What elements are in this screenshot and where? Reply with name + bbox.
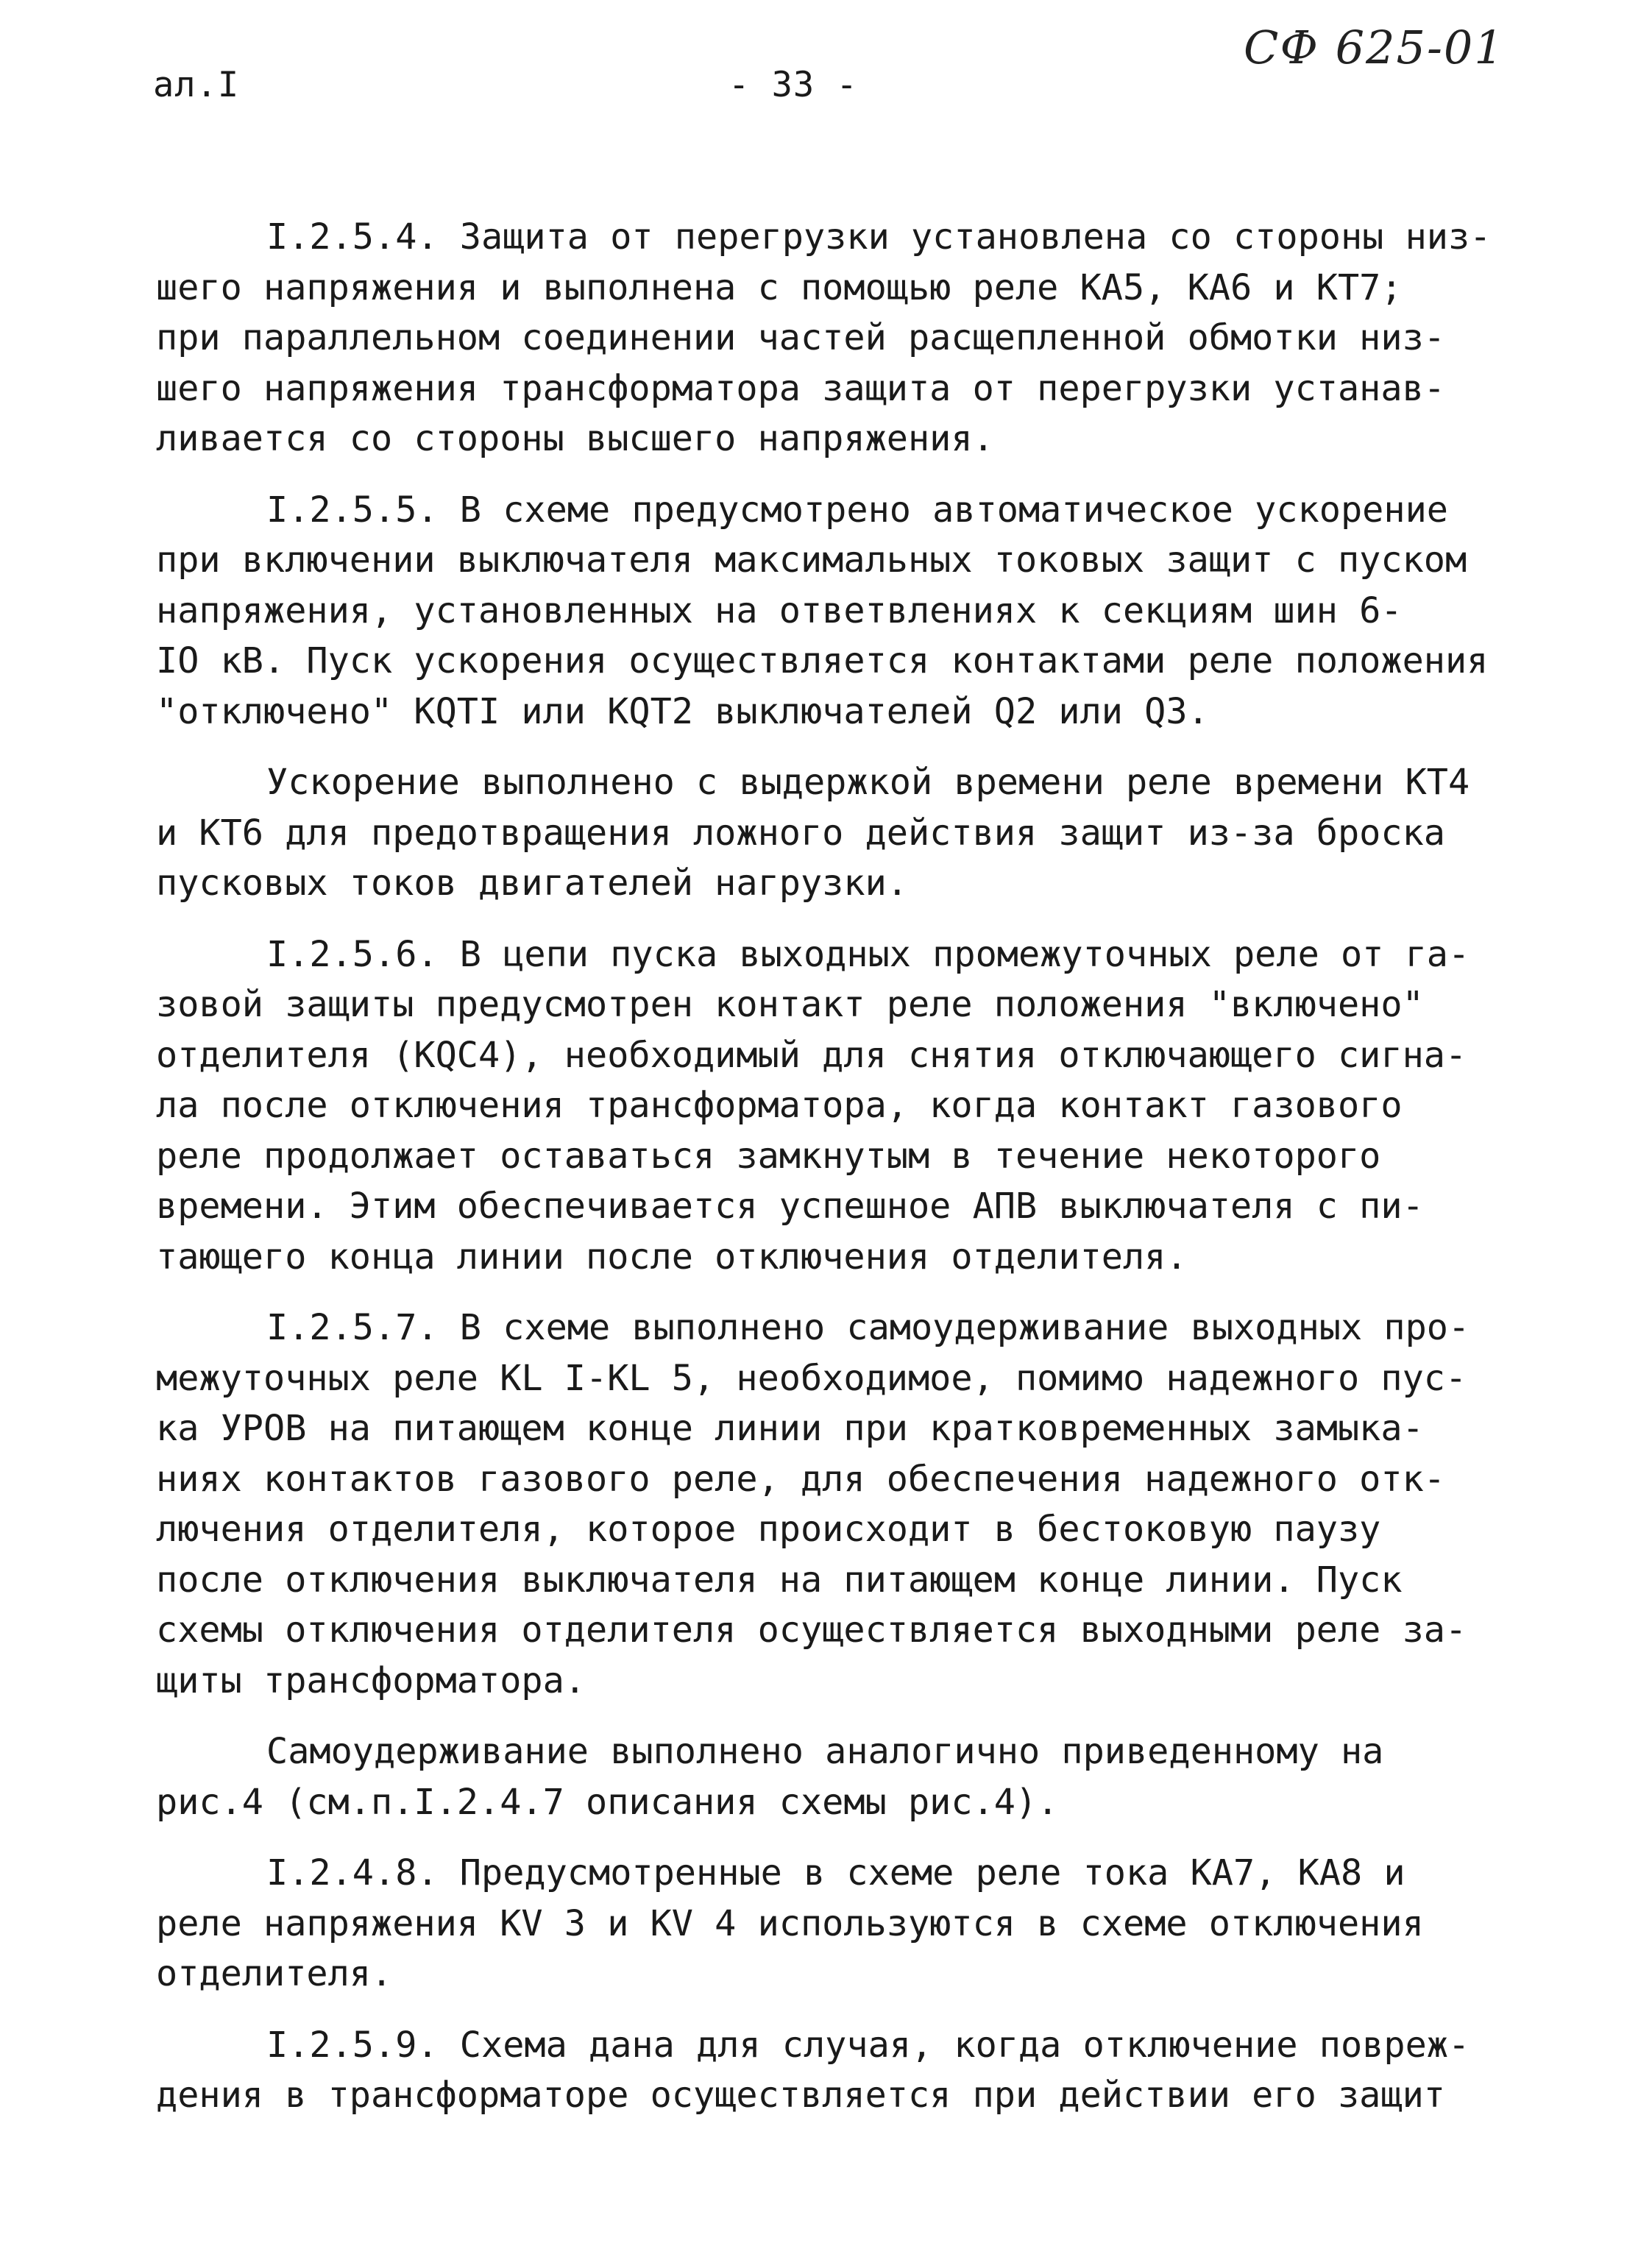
text-line: шего напряжения и выполнена с помощью реле КА5, КА6 и КТ7; (156, 266, 1403, 308)
text-line: межуточных реле KL I-KL 5, необходимое, помимо надежного пус- (156, 1357, 1467, 1399)
text-line: ниях контактов газового реле, для обеспечения надежного отк- (156, 1458, 1445, 1500)
text-line: I.2.4.8. Предусмотренные в схеме реле тока КА7, КА8 и (266, 1852, 1405, 1894)
paragraph-gap (156, 1706, 1473, 1726)
text-line: при параллельном соединении частей расщепленной обмотки низ- (156, 317, 1445, 358)
page-number: - 33 - (728, 65, 858, 105)
text-line: времени. Этим обеспечивается успешное АПВ выключателя с пи- (156, 1186, 1424, 1227)
text-line: при включении выключателя максимальных токовых защит с пуском (156, 539, 1467, 581)
text-line: отделителя (KQC4), необходимый для снятия отключающего сигна- (156, 1034, 1467, 1076)
paragraph-gap (156, 1827, 1473, 1848)
paragraph-gap (156, 464, 1473, 485)
text-line: I.2.5.6. В цепи пуска выходных промежуточных реле от га- (266, 933, 1470, 975)
text-line: дения в трансформаторе осуществляется при действии его защит (156, 2075, 1445, 2116)
paragraph-gap (156, 909, 1473, 929)
text-line: и КТ6 для предотвращения ложного действия защит из-за броска (156, 812, 1445, 854)
text-line: ка УРОВ на питающем конце линии при кратковременных замыка- (156, 1408, 1424, 1449)
text-line: пусковых токов двигателей нагрузки. (156, 862, 908, 904)
text-line: рис.4 (см.п.I.2.4.7 описания схемы рис.4). (156, 1781, 1059, 1823)
text-line: Ускорение выполнено с выдержкой времени реле времени КТ4 (266, 762, 1470, 803)
text-line: ла после отключения трансформатора, когда контакт газового (156, 1085, 1403, 1126)
body-text (156, 212, 1492, 2121)
text-line: щиты трансформатора. (156, 1659, 586, 1701)
text-line: лючения отделителя, которое происходит в бестоковую паузу (156, 1509, 1381, 1550)
text-line: напряжения, установленных на ответвлениях к секциям шин 6- (156, 589, 1403, 631)
handwritten-code: СФ 625-01 (1244, 21, 1505, 74)
text-line: отделителя. (156, 1953, 393, 1994)
text-line: реле напряжения KV 3 и KV 4 используются в схеме отключения (156, 1902, 1424, 1944)
text-line: зовой защиты предусмотрен контакт реле положения "включено" (156, 984, 1424, 1025)
paragraph-gap (156, 737, 1473, 757)
text-line: I.2.5.4. Защита от перегрузки установлена со стороны низ- (266, 216, 1492, 258)
text-line: после отключения выключателя на питающем конце линии. Пуск (156, 1559, 1403, 1601)
text-line: Самоудерживание выполнено аналогично приведенному на (266, 1731, 1384, 1772)
text-line: реле продолжает оставаться замкнутым в течение некоторого (156, 1135, 1381, 1177)
text-line: схемы отключения отделителя осуществляется выходными реле за- (156, 1609, 1467, 1651)
text-line: I.2.5.5. В схеме предусмотрено автоматическое ускорение (266, 489, 1448, 531)
section-label: ал.I (153, 65, 240, 105)
text-line: ливается со стороны высшего напряжения. (156, 418, 994, 459)
text-line: I.2.5.9. Схема дана для случая, когда отключение повреж- (266, 2024, 1470, 2066)
text-line: "отключено" KQTI или KQT2 выключателей Q2 или Q3. (156, 690, 1209, 732)
paragraph-gap (156, 1282, 1473, 1303)
paragraph-gap (156, 1999, 1473, 2020)
text-line: IO кВ. Пуск ускорения осуществляется контактами реле положения (156, 640, 1489, 681)
text-line: I.2.5.7. В схеме выполнено самоудерживание выходных про- (266, 1307, 1470, 1348)
text-line: тающего конца линии после отключения отделителя. (156, 1236, 1188, 1278)
text-line: шего напряжения трансформатора защита от перегрузки устанав- (156, 367, 1445, 409)
